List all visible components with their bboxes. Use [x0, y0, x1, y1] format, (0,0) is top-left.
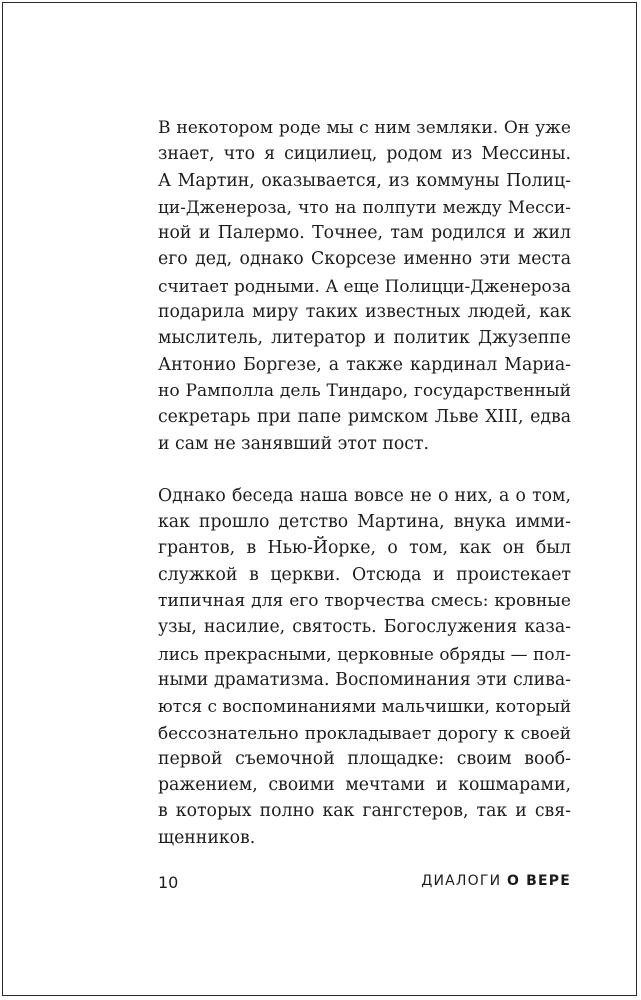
- running-head: [421, 873, 571, 889]
- text-line: и сам не занявший этот пост.: [158, 433, 429, 454]
- page-number: 10: [158, 873, 179, 892]
- text-line: А Мартин, оказывается, из коммуны Полиц-: [158, 170, 571, 191]
- text-line: служкой в церкви. Отсюда и проистекает: [158, 564, 571, 585]
- text-line: считает родными. А еще Полицци-Дженероза: [158, 275, 571, 296]
- text-line: ци-Дженероза, что на полпути между Месси-: [158, 196, 571, 217]
- text-line: ной и Палермо. Точнее, там родился и жил: [158, 223, 571, 244]
- text-line: секретарь при папе римском Льве XIII, едва: [158, 407, 571, 428]
- text-line: как прошло детство Мартина, внука имми-: [158, 512, 571, 533]
- text-line: ются с воспоминаниями мальчишки, который: [158, 696, 572, 717]
- book-page: [2, 2, 637, 996]
- text-line: Однако беседа наша вовсе не о них, а о том,: [158, 485, 571, 506]
- text-line: в которых полно как гангстеров, так и свя-: [158, 801, 571, 822]
- text-line: первой съемочной площадке: своим вооб-: [158, 748, 571, 769]
- text-line: бессознательно прокладывает дорогу к своей: [158, 722, 571, 743]
- paragraph-2: [158, 483, 571, 851]
- text-line: но Рамполла дель Тиндаро, государственный: [158, 380, 571, 401]
- text-line: типичная для его творчества смесь: кровные: [158, 591, 571, 612]
- text-line: знает, что я сицилиец, родом из Мессины.: [158, 144, 571, 165]
- running-head-regular: ДИАЛОГИ: [421, 873, 502, 889]
- body-text: [158, 115, 571, 851]
- text-line: В некотором роде мы с ним земляки. Он уже: [158, 118, 571, 138]
- page-footer: [158, 873, 571, 897]
- text-line: подарила миру таких известных людей, как: [158, 302, 571, 323]
- text-line: узы, насилие, святость. Богослужения каза-: [158, 617, 571, 638]
- text-line: его дед, однако Скорсезе именно эти места: [158, 249, 571, 270]
- text-line: грантов, в Нью-Йорке, о том, как он был: [158, 538, 571, 559]
- paragraph-1: [158, 115, 571, 457]
- text-line: мыслитель, литератор и политик Джузеппе: [158, 328, 571, 349]
- text-line: ражением, своими мечтами и кошмарами,: [158, 775, 571, 796]
- text-line: щенников.: [158, 827, 256, 848]
- running-head-bold: О ВЕРЕ: [506, 873, 571, 889]
- text-line: лись прекрасными, церковные обряды — пол-: [158, 643, 571, 664]
- text-line: Антонио Боргезе, а также кардинал Мариа-: [158, 354, 571, 375]
- text-line: ными драматизма. Воспоминания эти слива-: [158, 669, 571, 690]
